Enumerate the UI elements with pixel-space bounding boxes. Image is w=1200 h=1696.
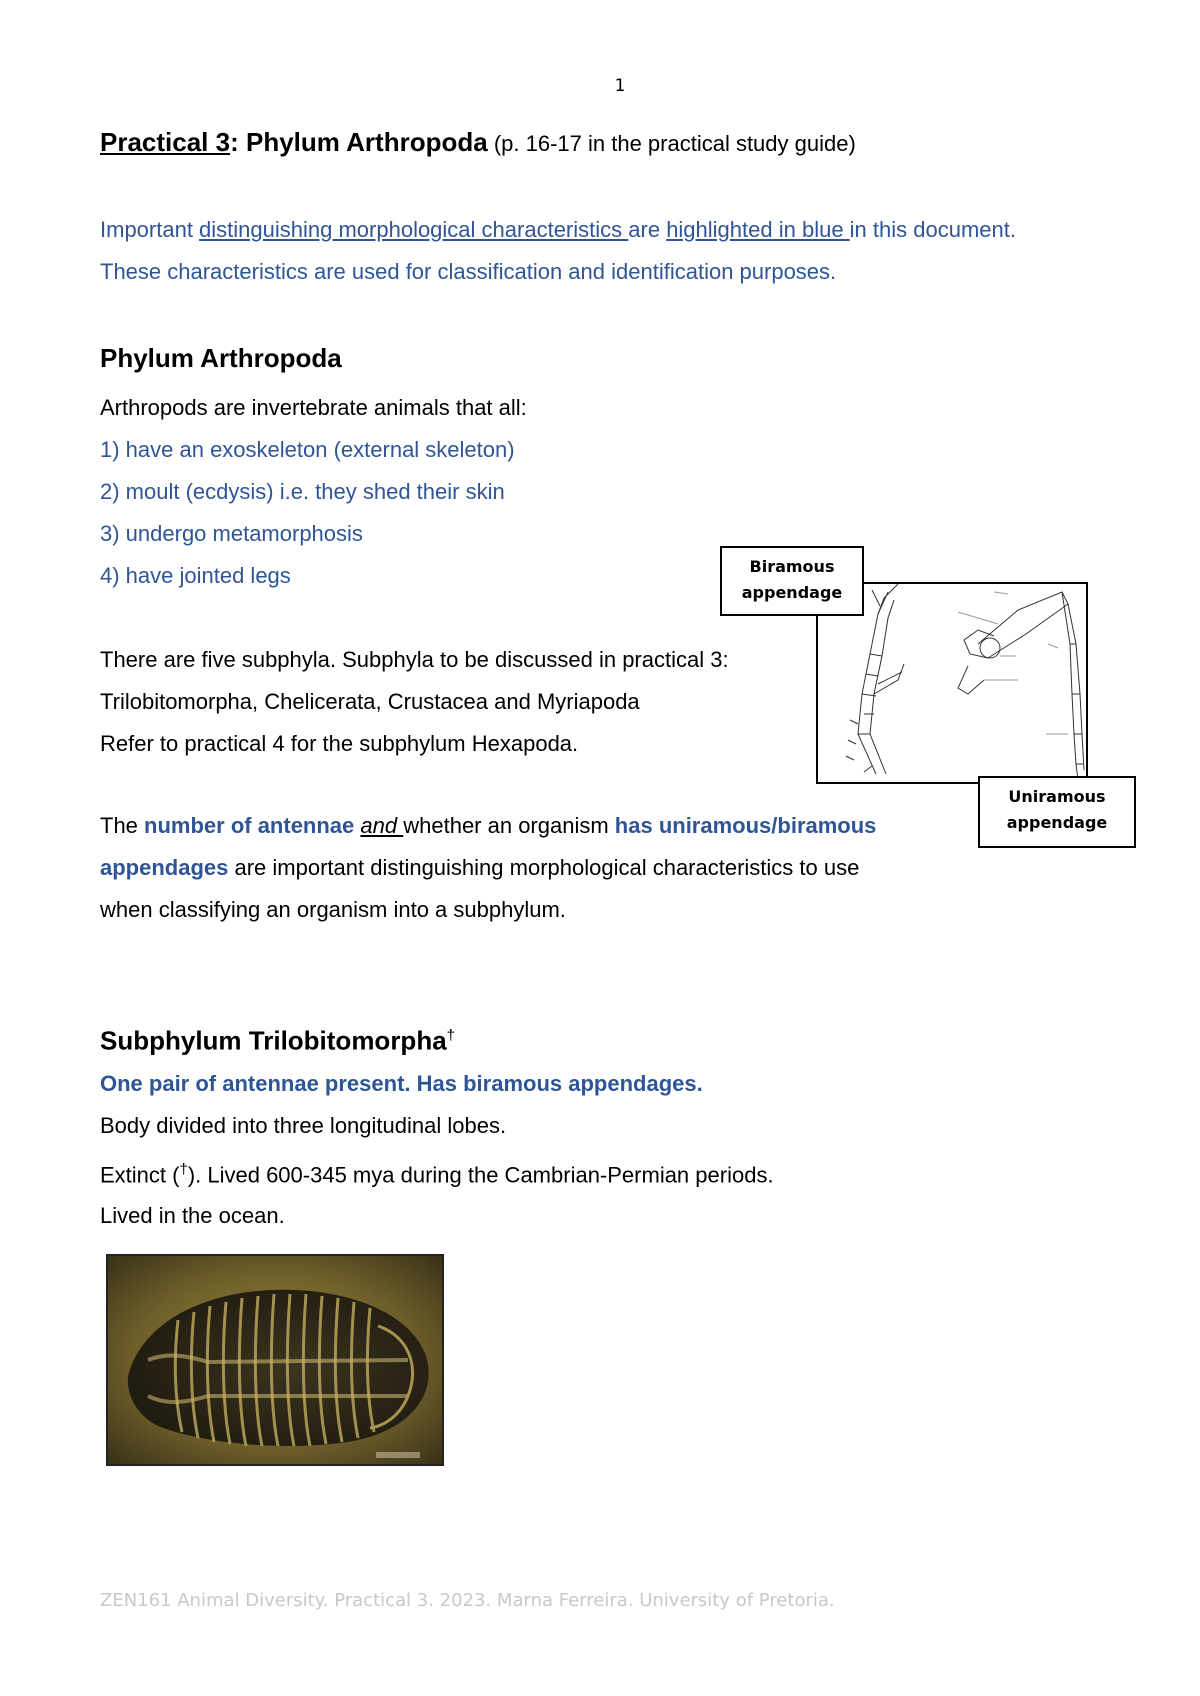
biramous-label (720, 546, 864, 616)
antennae-paragraph-line-1 (100, 812, 876, 840)
heading-text: Subphylum Trilobitomorpha (100, 1025, 447, 1056)
title-colon: : (230, 127, 246, 157)
intro-underline-1: distinguishing morphological characteristics (199, 217, 629, 242)
section-heading-trilobitomorpha (100, 1020, 455, 1057)
trilobite-extinct (100, 1156, 774, 1189)
intro-text: are (628, 217, 667, 242)
para-text: whether an organism (403, 813, 615, 838)
title-phylum: Phylum Arthropoda (245, 127, 488, 157)
section-heading-phylum: Phylum Arthropoda (100, 343, 342, 373)
subphyla-line-3: Refer to practical 4 for the subphylum Hexapoda. (100, 731, 579, 756)
trilobite-key-feature: One pair of antennae present. Has biramous appendages. (100, 1071, 703, 1096)
list-item: 4) have jointed legs (100, 563, 291, 588)
para-text: The (100, 813, 145, 838)
dagger-mark: † (179, 1161, 188, 1178)
biramous-label-line-1: Biramous (749, 557, 835, 576)
extinct-text: Extinct ( (100, 1162, 180, 1188)
page-number: 1 (614, 76, 626, 96)
title-reference: (p. 16-17 in the practical study guide) (487, 131, 856, 156)
dagger-mark: † (446, 1027, 456, 1044)
list-item: 3) undergo metamorphosis (100, 521, 363, 546)
antennae-paragraph-line-3: when classifying an organism into a subphylum. (100, 897, 566, 922)
footer: ZEN161 Animal Diversity. Practical 3. 2023. Marna Ferreira. University of Pretoria. (100, 1590, 835, 1611)
para-text: are important distinguishing morphological characteristics to use (228, 855, 860, 880)
intro-underline-2: highlighted in blue (666, 217, 850, 242)
para-highlight: number of antennae (144, 813, 355, 838)
intro-line-1 (100, 216, 1016, 244)
subphyla-line-2: Trilobitomorpha, Chelicerata, Crustacea and Myriapoda (100, 689, 640, 714)
trilobite-fossil-photo (106, 1254, 444, 1466)
practical-label: Practical 3 (100, 127, 231, 157)
uniramous-label-line-2: appendage (1006, 813, 1108, 832)
para-emphasis: and (360, 813, 404, 838)
biramous-label-line-2: appendage (741, 583, 843, 602)
para-highlight: appendages (100, 855, 229, 880)
intro-text: in this document. (849, 217, 1016, 242)
trilobite-body: Body divided into three longitudinal lobes. (100, 1113, 507, 1138)
extinct-text: ). Lived 600-345 mya during the Cambrian-Permian periods. (187, 1162, 774, 1188)
trilobite-habitat: Lived in the ocean. (100, 1203, 285, 1228)
uniramous-label (978, 776, 1136, 848)
uniramous-label-line-1: Uniramous (1008, 787, 1106, 806)
phylum-lead: Arthropods are invertebrate animals that all: (100, 395, 527, 420)
list-item: 1) have an exoskeleton (external skeleton) (100, 437, 515, 462)
trilobite-fossil-image (108, 1256, 442, 1464)
page-title (100, 126, 856, 160)
intro-line-2: These characteristics are used for classification and identification purposes. (100, 259, 837, 284)
list-item: 2) moult (ecdysis) i.e. they shed their skin (100, 479, 505, 504)
intro-text: Important (100, 217, 200, 242)
para-highlight: has uniramous/biramous (614, 813, 877, 838)
subphyla-line-1: There are five subphyla. Subphyla to be discussed in practical 3: (100, 647, 729, 672)
antennae-paragraph-line-2 (100, 854, 859, 882)
